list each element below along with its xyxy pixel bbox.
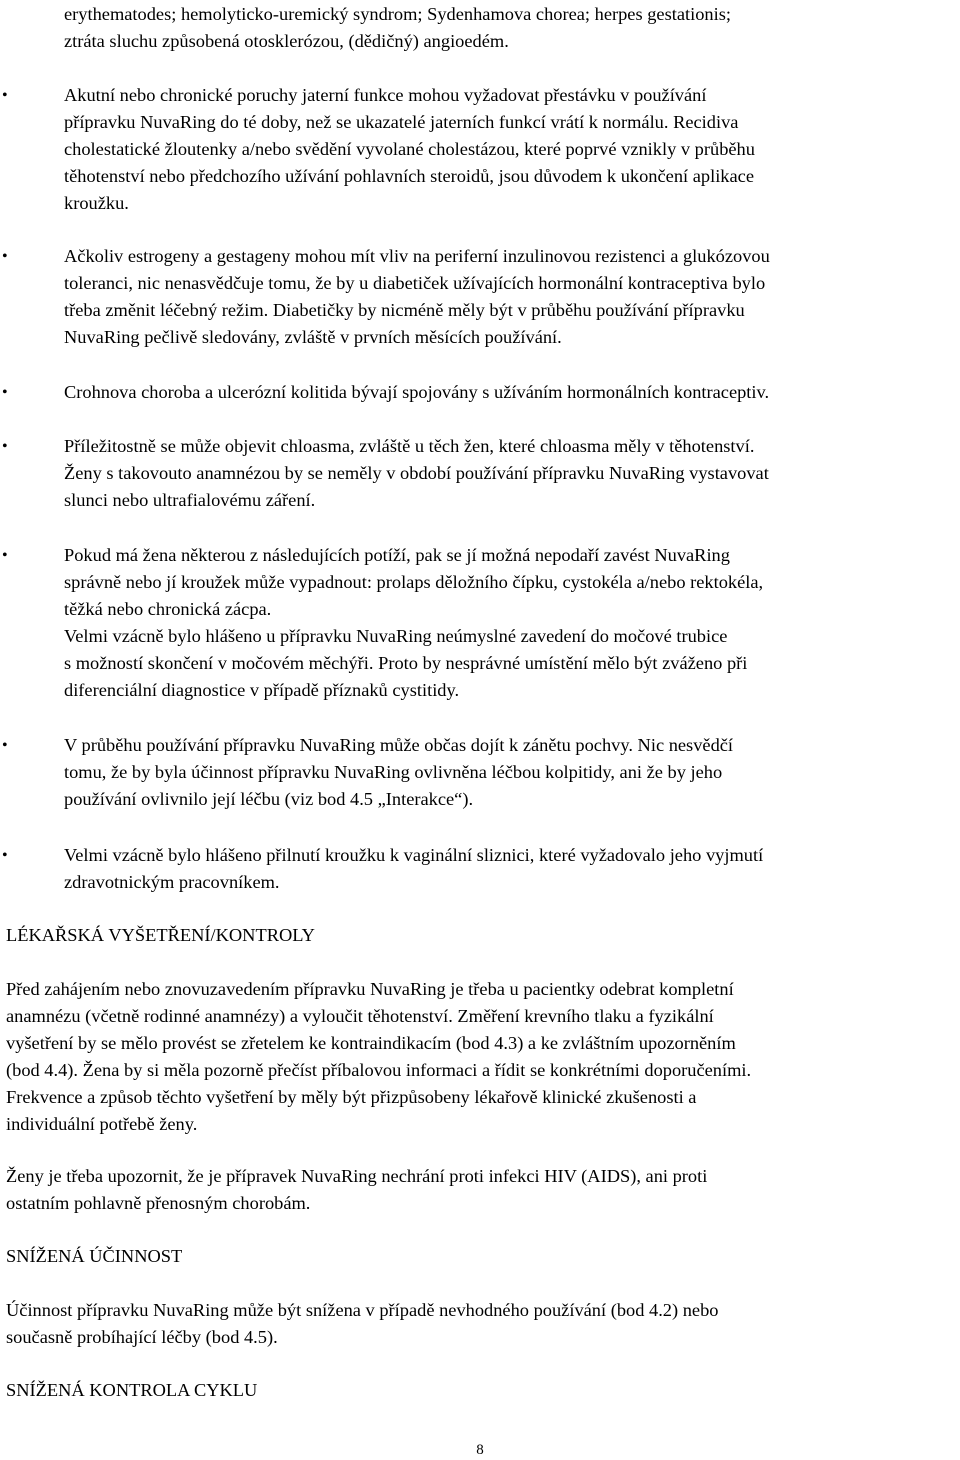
text-line: individuální potřebě ženy.: [6, 1114, 198, 1134]
hiv-paragraph: [6, 1163, 956, 1217]
text-line: Velmi vzácně bylo hlášeno přilnutí kroužku k vaginální sliznici, které vyžadovalo jeho vyjmutí: [64, 845, 764, 865]
text-line: Ženy je třeba upozornit, že je přípravek NuvaRing nechrání proti infekci HIV (AIDS), ani proti: [6, 1166, 708, 1186]
text-line: Crohnova choroba a ulcerózní kolitida bývají spojovány s užíváním hormonálních kontraceptiv.: [64, 382, 770, 402]
text-line: toleranci, nic nenasvědčuje tomu, že by u diabetiček užívajících hormonální kontraceptiva bylo: [64, 273, 766, 293]
text-line: erythematodes; hemolyticko-uremický syndrom; Sydenhamova chorea; herpes gestationis;: [64, 4, 731, 24]
heading-text: SNÍŽENÁ KONTROLA CYKLU: [6, 1380, 258, 1400]
text-line: diferenciální diagnostice v případě příznaků cystitidy.: [64, 680, 460, 700]
text-line: Příležitostně se může objevit chloasma, zvláště u těch žen, které chloasma měly v těhotenství.: [64, 436, 755, 456]
text-line: zdravotnickým pracovníkem.: [64, 872, 280, 892]
list-item-text: [64, 243, 958, 351]
text-line: (bod 4.4). Žena by si měla pozorně přečíst příbalovou informaci a řídit se konkrétními doporučeními.: [6, 1060, 752, 1080]
text-line: současně probíhající léčby (bod 4.5).: [6, 1327, 278, 1347]
list-item-text: [64, 379, 958, 406]
efficacy-paragraph: [6, 1297, 956, 1351]
bullet-icon: •: [2, 547, 8, 564]
text-line: cholestatické žloutenky a/nebo svědění vyvolané cholestázou, které poprvé vznikly v průběhu: [64, 139, 755, 159]
text-line: NuvaRing pečlivě sledovány, zvláště v prvních měsících používání.: [64, 327, 562, 347]
section-heading-efficacy: [6, 1243, 956, 1270]
page-number: 8: [476, 1442, 484, 1458]
list-item-text: [64, 82, 958, 217]
list-item-text: [64, 732, 958, 813]
bullet-icon: •: [2, 737, 8, 754]
text-line: těhotenství nebo předchozího užívání pohlavních steroidů, jsou důvodem k ukončení aplikace: [64, 166, 754, 186]
section-heading-cycle: [6, 1377, 956, 1404]
bullet-icon: •: [2, 87, 8, 104]
text-line: Akutní nebo chronické poruchy jaterní funkce mohou vyžadovat přestávku v používání: [64, 85, 707, 105]
text-line: ztráta sluchu způsobená otosklerózou, (dědičný) angioedém.: [64, 31, 509, 51]
exams-paragraph: [6, 976, 956, 1138]
text-line: Účinnost přípravku NuvaRing může být snížena v případě nevhodného používání (bod 4.2) nebo: [6, 1300, 719, 1320]
text-line: Pokud má žena některou z následujících potíží, pak se jí možná nepodaří zavést NuvaRing: [64, 545, 730, 565]
text-line: Ženy s takovouto anamnézou by se neměly v období používání přípravku NuvaRing vystavovat: [64, 463, 769, 483]
text-line: tomu, že by byla účinnost přípravku NuvaRing ovlivněna léčbou kolpitidy, ani že by jeho: [64, 762, 723, 782]
text-line: ostatním pohlavně přenosným chorobám.: [6, 1193, 311, 1213]
text-line: přípravku NuvaRing do té doby, než se ukazatelé jaterních funkcí vrátí k normálu. Recidiva: [64, 112, 739, 132]
list-item-text: [64, 542, 958, 704]
text-line: slunci nebo ultrafialovému záření.: [64, 490, 316, 510]
heading-text: SNÍŽENÁ ÚČINNOST: [6, 1246, 183, 1266]
bullet-icon: •: [2, 438, 8, 455]
section-heading-exams: [6, 922, 956, 949]
text-line: Ačkoliv estrogeny a gestageny mohou mít vliv na periferní inzulinovou rezistenci a glukózovou: [64, 246, 770, 266]
text-line: Před zahájením nebo znovuzavedením přípravku NuvaRing je třeba u pacientky odebrat kompletní: [6, 979, 734, 999]
text-line: V průběhu používání přípravku NuvaRing může občas dojít k zánětu pochvy. Nic nesvědčí: [64, 735, 734, 755]
text-line: Velmi vzácně bylo hlášeno u přípravku NuvaRing neúmyslné zavedení do močové trubice: [64, 626, 728, 646]
bullet-icon: •: [2, 847, 8, 864]
text-line: Frekvence a způsob těchto vyšetření by měly být přizpůsobeny lékařově klinické zkušenosti a: [6, 1087, 697, 1107]
text-line: používání ovlivnilo její léčbu (viz bod 4.5 „Interakce“).: [64, 789, 474, 809]
text-line: těžká nebo chronická zácpa.: [64, 599, 272, 619]
text-line: vyšetření by se mělo provést se zřetelem ke kontraindikacím (bod 4.3) a ke zvláštním upozorněním: [6, 1033, 736, 1053]
bullet-icon: •: [2, 248, 8, 265]
text-line: s možností skončení v močovém měchýři. Proto by nesprávné umístění mělo být zváženo při: [64, 653, 748, 673]
bullet-icon: •: [2, 384, 8, 401]
text-line: kroužku.: [64, 193, 129, 213]
list-item-text: [64, 842, 958, 896]
text-line: správně nebo jí kroužek může vypadnout: prolaps děložního čípku, cystokéla a/nebo rektokéla,: [64, 572, 764, 592]
intro-continuation: [64, 1, 954, 55]
list-item-text: [64, 433, 958, 514]
text-line: třeba změnit léčebný režim. Diabetičky by nicméně měly být v průběhu používání přípravku: [64, 300, 745, 320]
heading-text: LÉKAŘSKÁ VYŠETŘENÍ/KONTROLY: [6, 925, 315, 945]
text-line: anamnézu (včetně rodinné anamnézy) a vyloučit těhotenství. Změření krevního tlaku a fyzikální: [6, 1006, 714, 1026]
